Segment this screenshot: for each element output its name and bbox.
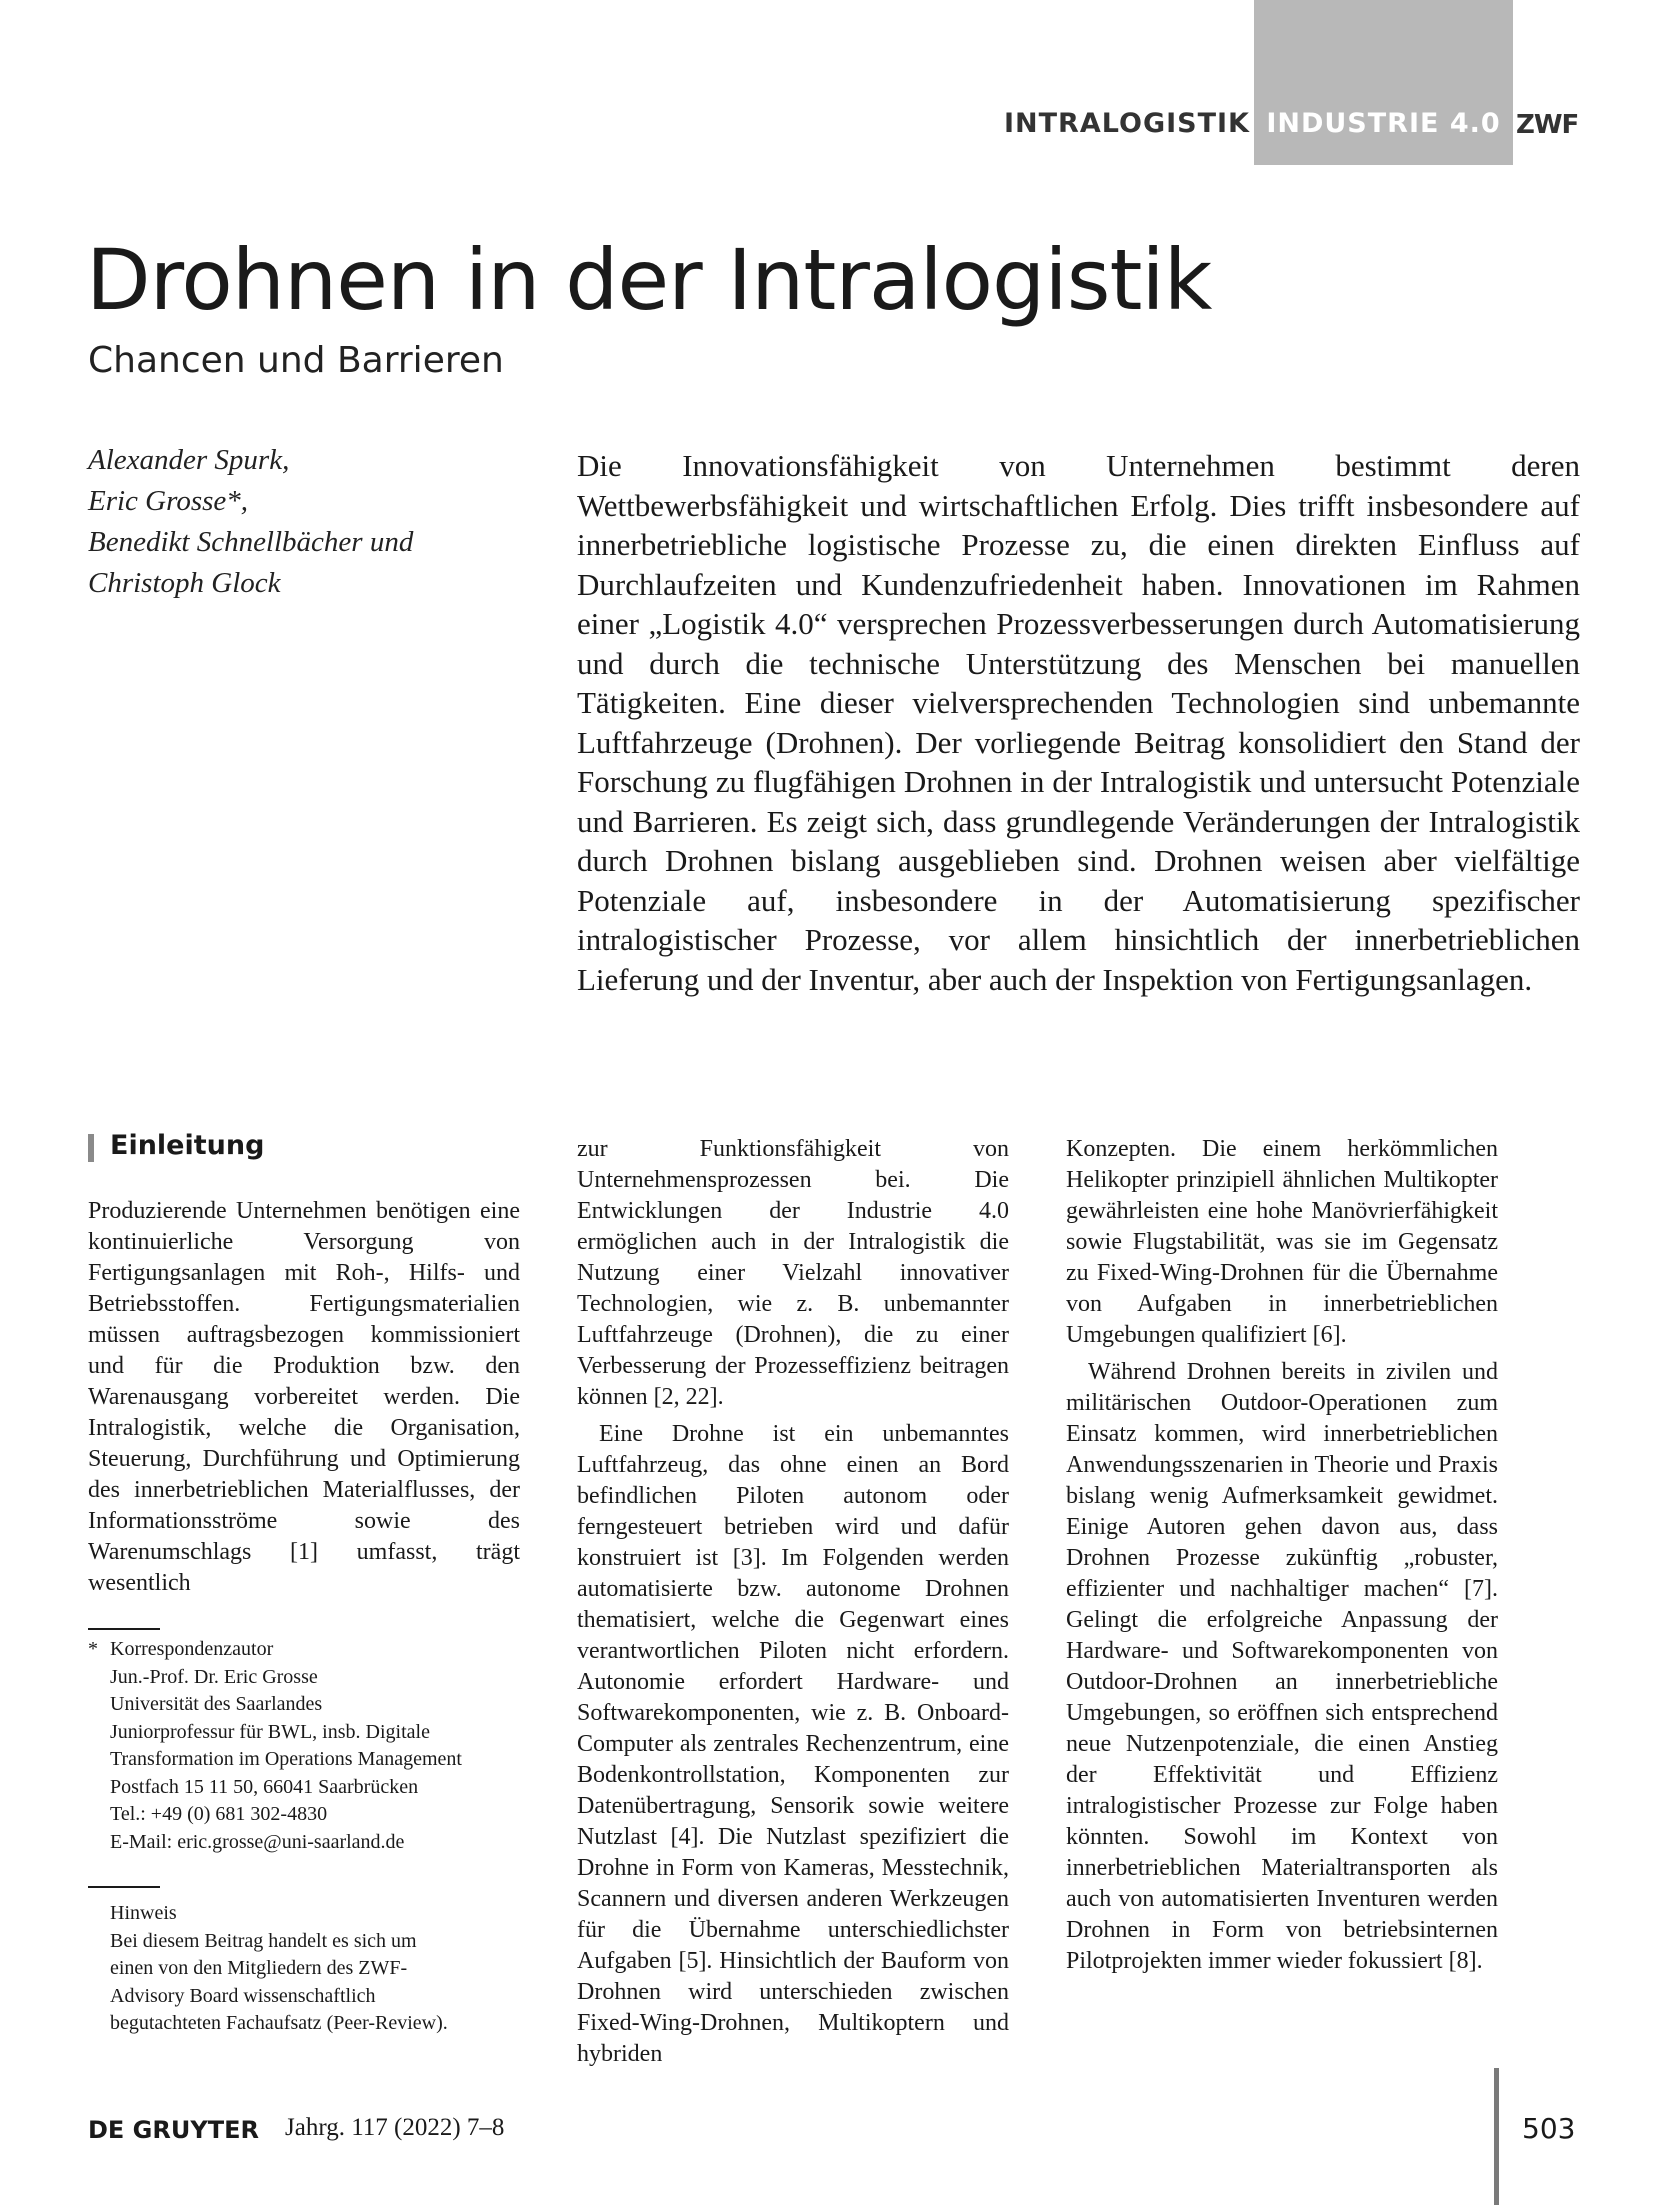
article-subtitle: Chancen und Barrieren <box>88 340 504 381</box>
footnote-rule <box>88 1628 160 1630</box>
paragraph: Produzierende Unternehmen benötigen eine kontinuierliche Versorgung von Fertigungsanlagen mit Roh-, Hilfs- und Betriebsstoffen. Fertigungsmaterialien müssen auftragsbezogen kommissioniert und für die Produktion bzw. den Warenausgang vorbereitet werden. Die Intralogistik, welche die Organisation, Steuerung, Durchführung und Optimierung des innerbetrieblichen Materialflusses, der Informationsströme sowie des Warenumschlags [1] umfasst, trägt wesentlich <box>88 1198 520 1596</box>
footnote-line: Postfach 15 11 50, 66041 Saarbrücken <box>110 1775 419 1798</box>
footnote-marker: * <box>88 1638 98 1660</box>
author-name: Alexander Spurk, <box>88 444 290 476</box>
section-heading: Einleitung <box>110 1130 265 1161</box>
header-section-label: INTRALOGISTIK <box>1004 108 1250 139</box>
author-list <box>88 440 508 604</box>
hinweis-line: Bei diesem Beitrag handelt es sich um <box>110 1929 417 1952</box>
hinweis-line: begutachteten Fachaufsatz (Peer-Review). <box>110 2012 448 2034</box>
section-marker-bar <box>88 1134 94 1162</box>
article-title: Drohnen in der Intralogistik <box>86 231 1212 329</box>
page-number-bar <box>1494 2068 1499 2205</box>
footnote-line: Jun.-Prof. Dr. Eric Grosse <box>110 1665 318 1688</box>
footnote-correspondence <box>88 1636 528 1856</box>
paragraph: Während Drohnen bereits in zivilen und militärischen Outdoor-Operationen zum Einsatz kommen, wird innerbetrieblichen Anwendungsszenarien in Theorie und Praxis bislang wenig Aufmerksamkeit gewidmet. Einige Autoren gehen davon aus, dass Drohnen Prozesse zukünftig „robuster, effizienter und nachhaltiger machen“ [7]. Gelingt die erfolgreiche Anpassung der Hardware- und Softwarekomponenten von Outdoor-Drohnen an innerbetriebliche Umgebungen, so eröffnen sich entsprechend neue Nutzenpotenziale, die einen Anstieg der Effektivität und Effizienz intralogistischer Prozesse zur Folge haben könnten. Sowohl im Kontext von innerbetrieblichen Materialtransporten als auch von automatisierten Inventuren werden Drohnen in Form von betriebsinternen Pilotprojekten immer wieder fokussiert [8]. <box>1066 1359 1498 1974</box>
abstract: Die Innovationsfähigkeit von Unternehmen bestimmt deren Wettbewerbsfähigkeit und wirtschaftlichen Erfolg. Dies trifft insbesondere auf innerbetriebliche logistische Prozesse zu, die einen direkten Einfluss auf Durchlaufzeiten und Kundenzufriedenheit haben. Innovationen im Rahmen einer „Logistik 4.0“ versprechen Prozessverbesserungen durch Automatisierung und durch die technische Unterstützung des Menschen bei manuellen Tätigkeiten. Eine dieser vielversprechenden Technologien sind unbemannte Luftfahrzeuge (Drohnen). Der vorliegende Beitrag konsolidiert den Stand der Forschung zu flugfähigen Drohnen in der Intralogistik und untersucht Potenziale und Barrieren. Es zeigt sich, dass grundlegende Veränderungen der Intralogistik durch Drohnen bislang ausgeblieben sind. Drohnen weisen aber vielfältige Potenziale auf, insbesondere in der Automatisierung spezifischer intralogistischer Prozesse, vor allem hinsichtlich der innerbetrieblichen Lieferung und der Inventur, aber auch der Inspektion von Fertigungsanlagen. <box>577 448 1580 997</box>
body-column-3 <box>1066 1134 1498 1977</box>
paragraph: Eine Drohne ist ein unbemanntes Luftfahrzeug, das ohne einen an Bord befindlichen Piloten autonom oder ferngesteuert betrieben wird und dafür konstruiert ist [3]. Im Folgenden werden automatisierte bzw. autonome Drohnen thematisiert, welche die Gegenwart eines verantwortlichen Piloten nicht erfordern. Autonomie erfordert Hardware- und Softwarekomponenten, wie z. B. Onboard-Computer als zentrales Rechenzentrum, eine Bodenkontrollstation, Komponenten zur Datenübertragung, Sensorik sowie weitere Nutzlast [4]. Die Nutzlast spezifiziert die Drohne in Form von Kameras, Messtechnik, Scannern und diversen anderen Werkzeugen für die Übernahme unterschiedlichster Aufgaben [5]. Hinsichtlich der Bauform von Drohnen wird unterschieden zwischen Fixed-Wing-Drohnen, Multikoptern und hybriden <box>577 1421 1009 2067</box>
body-column-2 <box>577 1134 1009 2070</box>
footnote-line: Korrespondenzautor <box>110 1638 274 1660</box>
paragraph: Konzepten. Die einem herkömmlichen Helikopter prinzipiell ähnlichen Multikopter gewährleisten eine hohe Manövrierfähigkeit sowie Flugstabilität, was sie im Gegensatz zu Fixed-Wing-Drohnen für die Übernahme von Aufgaben in innerbetrieblichen Umgebungen qualifiziert [6]. <box>1066 1136 1498 1348</box>
footnote-line: Tel.: +49 (0) 681 302-4830 <box>110 1803 328 1825</box>
author-name: Eric Grosse*, <box>88 485 249 517</box>
header-topic-box <box>1254 0 1513 165</box>
footnote-line: Juniorprofessur für BWL, insb. Digitale <box>110 1720 430 1743</box>
journal-logo: ZWF <box>1516 110 1579 140</box>
hinweis-rule <box>88 1886 160 1888</box>
hinweis-note <box>110 1900 530 2038</box>
footnote-line: Universität des Saarlandes <box>110 1693 323 1715</box>
header-topic-label: INDUSTRIE 4.0 <box>1266 108 1501 139</box>
paragraph: zur Funktionsfähigkeit von Unternehmensprozessen bei. Die Entwicklungen der Industrie 4.0 ermöglichen auch in der Intralogistik die Nutzung einer Vielzahl innovativer Technologien, wie z. B. unbemannter Luftfahrzeuge (Drohnen), die zu einer Verbesserung der Prozesseffizienz beitragen können [2, 22]. <box>577 1136 1009 1410</box>
hinweis-line: Advisory Board wissenschaftlich <box>110 1984 376 2007</box>
body-column-1 <box>88 1196 520 1599</box>
publisher-logo: DE GRUYTER <box>88 2116 259 2144</box>
hinweis-line: Hinweis <box>110 1902 177 1924</box>
hinweis-line: einen von den Mitgliedern des ZWF- <box>110 1957 408 1979</box>
author-name: Benedikt Schnellbächer und <box>88 526 414 558</box>
issue-info: Jahrg. 117 (2022) 7–8 <box>285 2114 505 2141</box>
footnote-line: Transformation im Operations Management <box>110 1748 462 1770</box>
author-name: Christoph Glock <box>88 567 281 599</box>
footnote-email[interactable]: E-Mail: eric.grosse@uni-saarland.de <box>110 1830 405 1853</box>
page-number: 503 <box>1522 2112 1576 2145</box>
